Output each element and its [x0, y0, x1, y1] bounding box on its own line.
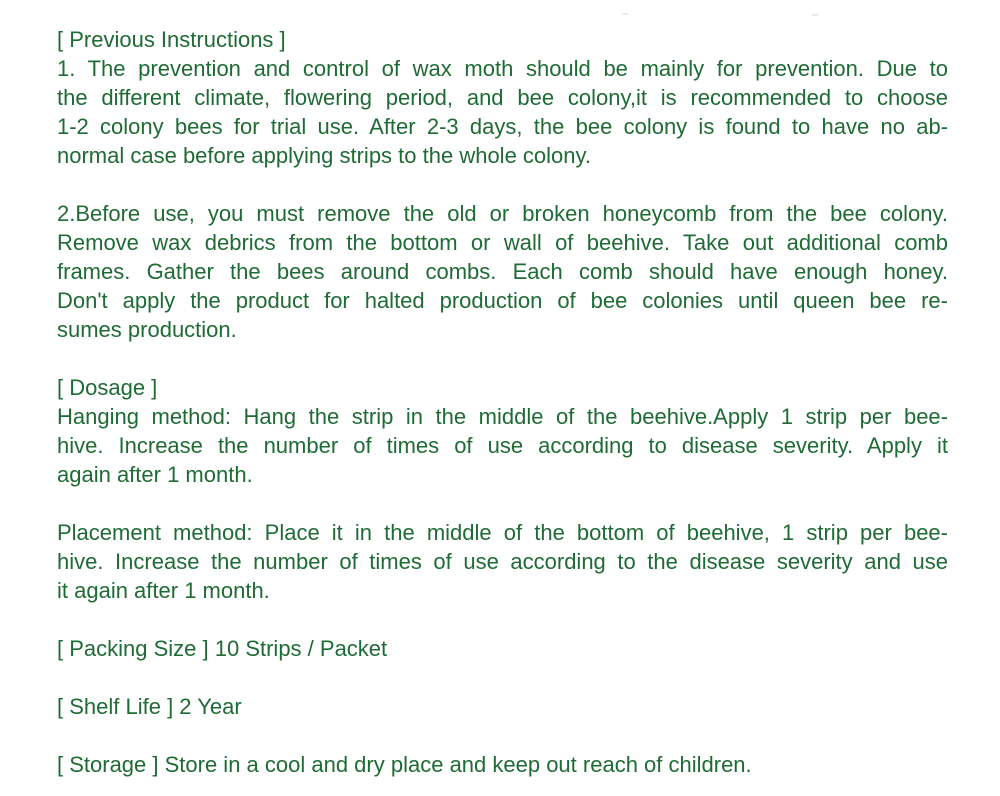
paragraph-line: 2.Before use, you must remove the old or broken honeycomb from the bee colony. [57, 201, 948, 226]
paragraph-line: hive. Increase the number of times of use according to disease severity. Apply it [57, 433, 948, 458]
instruction-item-2 [57, 199, 948, 344]
packing-size: [ Packing Size ] 10 Strips / Packet [57, 636, 388, 661]
paragraph-line: the different climate, flowering period, and bee colony,it is recommended to choose [57, 85, 948, 110]
spacer [57, 663, 948, 692]
shelf-life: [ Shelf Life ] 2 Year [57, 694, 242, 719]
paragraph-line: it again after 1 month. [57, 578, 270, 603]
dosage-heading: [ Dosage ] [57, 375, 158, 400]
spacer [57, 605, 948, 634]
paragraph-line: 1. The prevention and control of wax moth should be mainly for prevention. Due to [57, 56, 948, 81]
paragraph-line: frames. Gather the bees around combs. Each comb should have enough honey. [57, 259, 948, 284]
spacer [57, 170, 948, 199]
paragraph-line: Placement method: Place it in the middle of the bottom of beehive, 1 strip per bee- [57, 520, 948, 545]
speck-mark [812, 14, 818, 16]
spacer [57, 489, 948, 518]
paragraph-line: sumes production. [57, 317, 237, 342]
paragraph-line: normal case before applying strips to the whole colony. [57, 143, 591, 168]
paragraph-line: Don't apply the product for halted production of bee colonies until queen bee re- [57, 288, 948, 313]
previous-instructions-heading: [ Previous Instructions ] [57, 27, 286, 52]
spacer [57, 721, 948, 750]
speck-mark [622, 13, 628, 15]
paragraph-line: Remove wax debrics from the bottom or wall of beehive. Take out additional comb [57, 230, 948, 255]
paragraph-line: Hanging method: Hang the strip in the middle of the beehive.Apply 1 strip per bee- [57, 404, 948, 429]
placement-method [57, 518, 948, 605]
hanging-method [57, 402, 948, 489]
paragraph-line: hive. Increase the number of times of use according to the disease severity and use [57, 549, 948, 574]
instruction-item-1 [57, 54, 948, 170]
paragraph-line: 1-2 colony bees for trial use. After 2-3 days, the bee colony is found to have no ab- [57, 114, 948, 139]
paragraph-line: again after 1 month. [57, 462, 253, 487]
storage: [ Storage ] Store in a cool and dry place and keep out reach of children. [57, 752, 752, 777]
spacer [57, 344, 948, 373]
